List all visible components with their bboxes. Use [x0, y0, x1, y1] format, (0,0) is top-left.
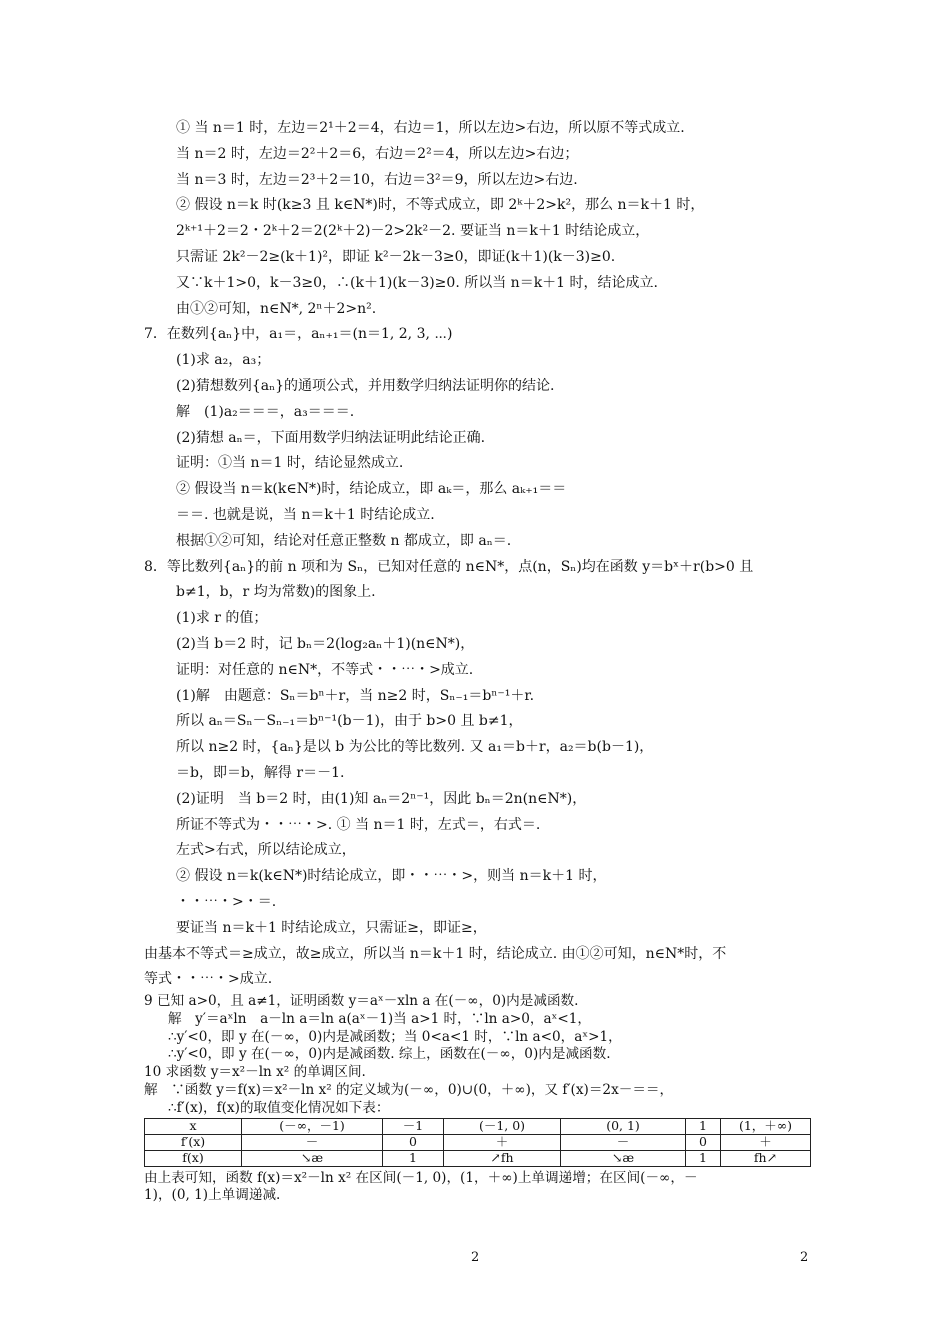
table-cell: fh↗ — [721, 1150, 811, 1166]
table-row — [145, 1150, 811, 1166]
monotonicity-table — [144, 1118, 811, 1167]
text-line: 要证当 n＝k＋1 时结论成立，只需证≥，即证≥， — [176, 919, 487, 936]
text-line: 2ᵏ⁺¹＋2＝2・2ᵏ＋2＝2(2ᵏ＋2)－2>2k²－2. 要证当 n＝k＋1 时结论成立， — [176, 223, 650, 240]
text-line: ∴y′<0，即 y 在(－∞，0)内是减函数. 综上，函数在(－∞，0)内是减函数. — [168, 1046, 611, 1063]
text-line: 解 y′＝aˣln a－ln a＝ln a(aˣ－1)当 a>1 时，∵ln a>0，aˣ<1， — [168, 1010, 591, 1027]
text-line: ② 假设当 n＝k(k∈N*)时，结论成立，即 aₖ＝，那么 aₖ₊₁＝＝ — [176, 481, 567, 498]
text-line: 左式>右式，所以结论成立， — [176, 842, 356, 859]
table-cell: (－∞，－1) — [242, 1118, 383, 1134]
text-line: 由上表可知，函数 f(x)＝x²－ln x² 在区间(－1, 0)，(1，＋∞)上单调递增；在区间(－∞，－ — [144, 1169, 698, 1186]
table-cell: x — [145, 1118, 242, 1134]
text-line: ① 当 n＝1 时，左边＝2¹＋2＝4，右边＝1，所以左边>右边，所以原不等式成立. — [176, 120, 685, 136]
text-line: 根据①②可知，结论对任意正整数 n 都成立，即 aₙ＝. — [176, 532, 512, 549]
text-line: ∴f′(x)，f(x)的取值变化情况如下表： — [168, 1099, 390, 1116]
text-line: 所证不等式为・・⋯・>. ① 当 n＝1 时，左式＝，右式＝. — [176, 816, 541, 833]
table-cell: － — [561, 1134, 686, 1150]
text-line: 又∵k＋1>0，k－3≥0，∴(k＋1)(k－3)≥0. 所以当 n＝k＋1 时，结论成立. — [176, 274, 658, 291]
text-line: ＝b，即＝b，解得 r＝－1. — [176, 764, 345, 781]
table-cell: ＋ — [721, 1134, 811, 1150]
table-cell: 0 — [686, 1134, 721, 1150]
text-line: 当 n＝2 时，左边＝2²＋2＝6，右边＝2²＝4，所以左边>右边； — [176, 145, 579, 162]
page-content — [144, 116, 809, 1205]
text-line: (2)猜想数列{aₙ}的通项公式，并用数学归纳法证明你的结论. — [176, 377, 555, 394]
problem-10-title: 10 求函数 y＝x²－ln x² 的单调区间. — [144, 1064, 366, 1081]
table-cell: (1，＋∞) — [721, 1118, 811, 1134]
table-cell: ↘æ — [242, 1150, 383, 1166]
text-line: 等式・・⋯・>成立. — [144, 971, 273, 988]
text-line: (1)求 r 的值； — [176, 610, 268, 627]
text-line: (2)当 b＝2 时，记 bₙ＝2(log₂aₙ＋1)(n∈N*)， — [176, 635, 475, 652]
text-line: 证明：对任意的 n∈N*，不等式・・⋯・>成立. — [176, 661, 474, 678]
page-number: 2 — [471, 1250, 480, 1265]
text-line: 解 ∵函数 y＝f(x)＝x²－ln x² 的定义域为(－∞，0)∪(0，＋∞)，又 f′(x)＝2x－＝＝， — [144, 1082, 674, 1099]
text-line: ∴y′<0，即 y 在(－∞，0)内是减函数；当 0<a<1 时，∵ln a<0，aˣ>1， — [168, 1028, 622, 1045]
table-cell: － — [242, 1134, 383, 1150]
table-cell: f′(x) — [145, 1134, 242, 1150]
table-cell: 1 — [383, 1150, 444, 1166]
text-line: ・・⋯・>・＝. — [176, 893, 277, 910]
text-line: ＝＝. 也就是说，当 n＝k＋1 时结论成立. — [176, 506, 435, 523]
text-line: ② 假设 n＝k 时(k≥3 且 k∈N*)时，不等式成立，即 2ᵏ＋2>k²，那么 n＝k＋1 时， — [176, 197, 705, 214]
text-line: 由①②可知，n∈N*, 2ⁿ＋2>n². — [176, 300, 377, 317]
text-line: 1)，(0, 1)上单调递减. — [144, 1187, 281, 1204]
table-cell: (0, 1) — [561, 1118, 686, 1134]
table-row — [145, 1134, 811, 1150]
table-cell: f(x) — [145, 1150, 242, 1166]
text-line: b≠1，b，r 均为常数)的图象上. — [176, 584, 376, 601]
table-cell: ↘æ — [561, 1150, 686, 1166]
text-line: 当 n＝3 时，左边＝2³＋2＝10，右边＝3²＝9，所以左边>右边. — [176, 171, 578, 188]
text-line: (1)求 a₂，a₃； — [176, 352, 271, 369]
problem-7-title: 7．在数列{aₙ}中，a₁＝，aₙ₊₁＝(n＝1, 2, 3, ⋯) — [144, 326, 453, 343]
text-line: 由基本不等式＝≥成立，故≥成立，所以当 n＝k＋1 时，结论成立. 由①②可知，n∈N*时，不 — [144, 945, 727, 962]
text-line: (1)解 由题意：Sₙ＝bⁿ＋r，当 n≥2 时，Sₙ₋₁＝bⁿ⁻¹＋r. — [176, 687, 535, 704]
text-line: (2)猜想 aₙ＝，下面用数学归纳法证明此结论正确. — [176, 429, 486, 446]
problem-9-title: 9 已知 a>0，且 a≠1，证明函数 y＝aˣ－xln a 在(－∞，0)内是减函数. — [144, 993, 579, 1010]
text-line: (2)证明 当 b＝2 时，由(1)知 aₙ＝2ⁿ⁻¹，因此 bₙ＝2n(n∈N*)， — [176, 790, 587, 807]
table-cell: 1 — [686, 1118, 721, 1134]
problem-8-title: 8．等比数列{aₙ}的前 n 项和为 Sₙ，已知对任意的 n∈N*，点(n，Sₙ)均在函数 y＝bˣ＋r(b>0 且 — [144, 558, 754, 575]
table-row — [145, 1118, 811, 1134]
text-line: 所以 aₙ＝Sₙ－Sₙ₋₁＝bⁿ⁻¹(b－1)，由于 b>0 且 b≠1， — [176, 713, 523, 730]
table-cell: 0 — [383, 1134, 444, 1150]
text-line: ② 假设 n＝k(k∈N*)时结论成立，即・・⋯・>，则当 n＝k＋1 时， — [176, 868, 607, 885]
table-cell: ＋ — [444, 1134, 561, 1150]
text-line: 解 (1)a₂＝＝＝，a₃＝＝＝. — [176, 403, 355, 420]
page-number: 2 — [800, 1250, 809, 1265]
text-line: 所以 n≥2 时，{aₙ}是以 b 为公比的等比数列. 又 a₁＝b＋r，a₂＝b(b－1)， — [176, 739, 654, 756]
text-line: 只需证 2k²－2≥(k＋1)²，即证 k²－2k－3≥0，即证(k＋1)(k－3)≥0. — [176, 248, 616, 265]
text-line: 证明：①当 n＝1 时，结论显然成立. — [176, 455, 404, 472]
table-cell: －1 — [383, 1118, 444, 1134]
table-cell: 1 — [686, 1150, 721, 1166]
table-cell: ↗fh — [444, 1150, 561, 1166]
table-cell: (－1, 0) — [444, 1118, 561, 1134]
